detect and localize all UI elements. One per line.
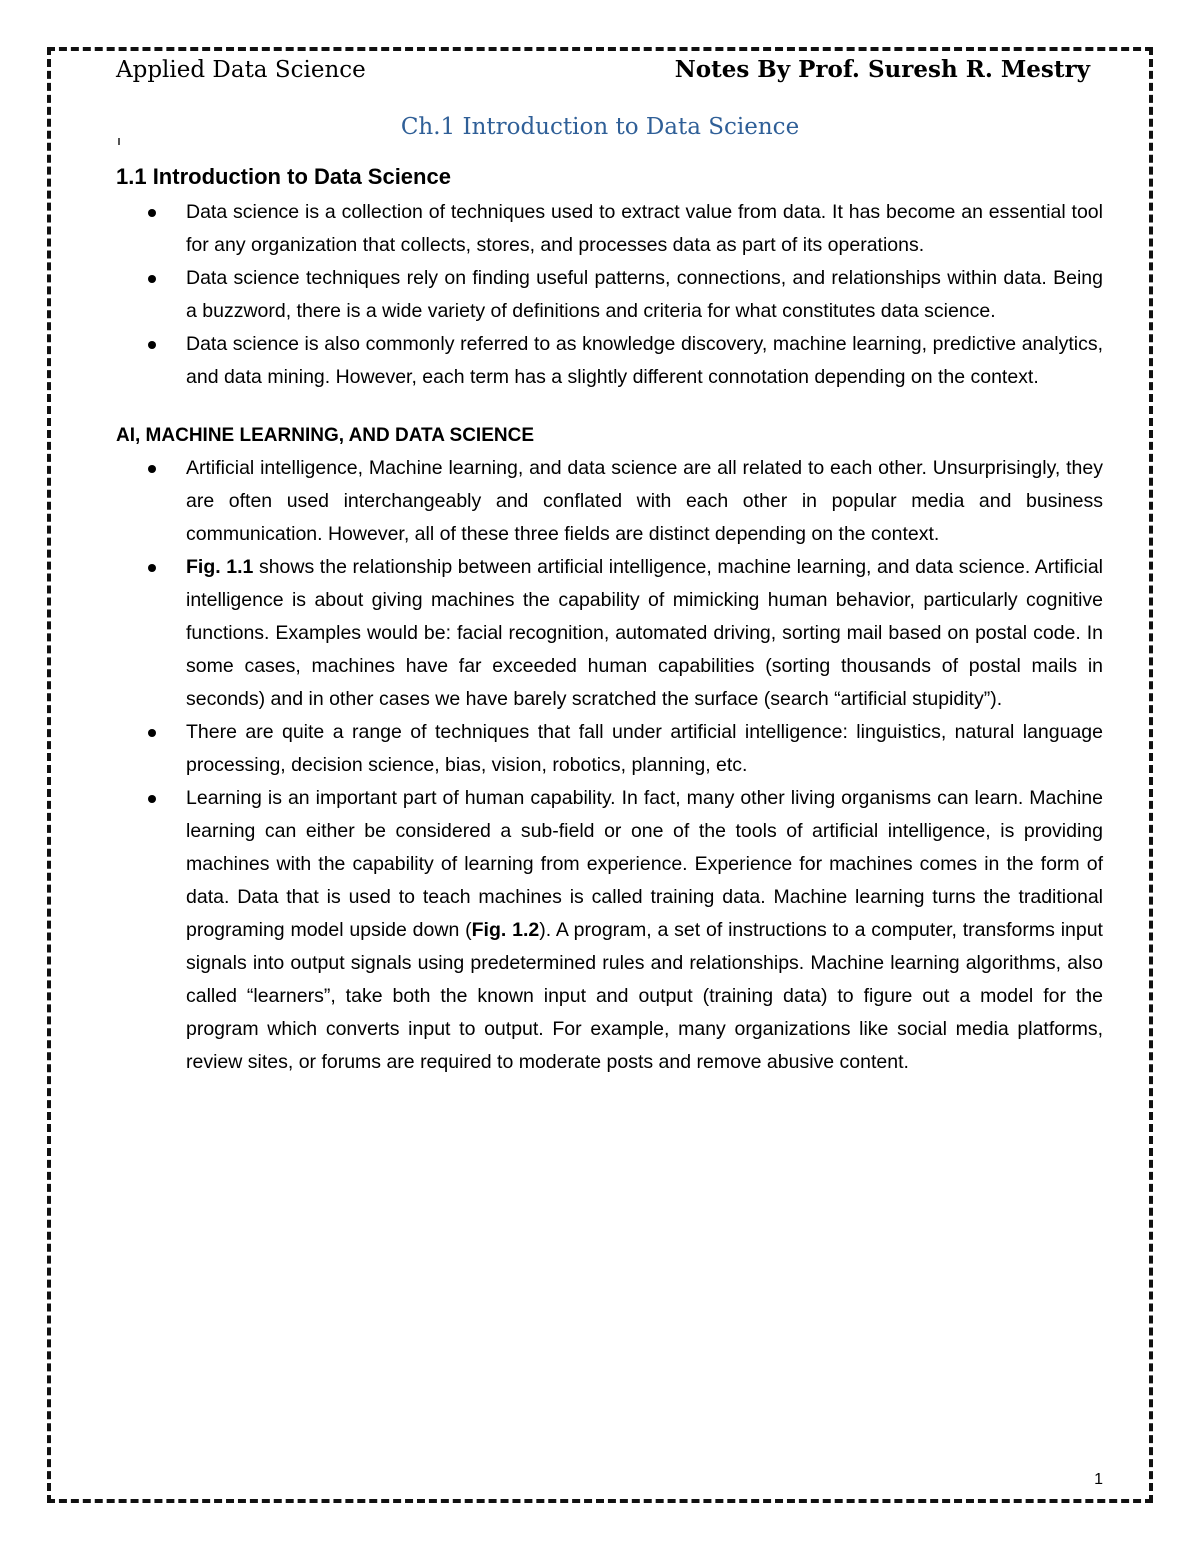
intro-bullet-list [116,196,1103,394]
bullet-icon [148,275,156,283]
ai-ml-bullet-list [116,452,1103,1079]
list-item: Data science is a collection of techniques used to extract value from data. It has become an essential tool for any organization that collects, stores, and processes data as part of its operations. [116,196,1103,262]
figure-reference: Fig. 1.1 [186,556,254,578]
chapter-title: Ch.1 Introduction to Data Science [400,114,800,140]
bullet-icon [148,209,156,217]
list-item: Artificial intelligence, Machine learning, and data science are all related to each other. Unsurprisingly, they are often used interchangeably and conflated with each other in popular media and business communication. However, all of these three fields are distinct depending on the context. [116,452,1103,551]
document-body [116,160,1103,1079]
section-heading-ai-ml-ds: AI, MACHINE LEARNING, AND DATA SCIENCE [116,425,534,446]
list-item: Data science techniques rely on finding useful patterns, connections, and relationships within data. Being a buzzword, there is a wide variety of definitions and criteria for what constitutes data science. [116,262,1103,328]
bullet-icon [148,564,156,572]
list-item: Fig. 1.1 shows the relationship between artificial intelligence, machine learning, and data science. Artificial intelligence is about giving machines the capability of mimicking human behavior, particularly cognitive functions. Examples would be: facial recognition, automated driving, sorting mail based on postal code. In some cases, machines have far exceeded human capabilities (sorting thousands of postal mails in seconds) and in other cases we have barely scratched the surface (search “artificial stupidity”). [116,551,1103,716]
course-title: Applied Data Science [116,57,366,83]
page-number: 1 [1094,1471,1103,1488]
bullet-icon [148,729,156,737]
bullet-icon [148,465,156,473]
list-item: There are quite a range of techniques that fall under artificial intelligence: linguistics, natural language processing, decision science, bias, vision, robotics, planning, etc. [116,716,1103,782]
stray-mark [118,138,120,145]
section-heading-intro: 1.1 Introduction to Data Science [116,164,451,189]
bullet-icon [148,341,156,349]
list-item: Learning is an important part of human capability. In fact, many other living organisms can learn. Machine learning can either be considered a sub-field or one of the tools of artificial intelligence, is providing machines with the capability of learning from experience. Experience for machines comes in the form of data. Data that is used to teach machines is called training data. Machine learning turns the traditional programing model upside down (Fig. 1.2). A program, a set of instructions to a computer, transforms input signals into output signals using predetermined rules and relationships. Machine learning algorithms, also called “learners”, take both the known input and output (training data) to figure out a model for the program which converts input to output. For example, many organizations like social media platforms, review sites, or forums are required to moderate posts and remove abusive content. [116,782,1103,1079]
figure-reference: Fig. 1.2 [471,919,540,941]
list-item: Data science is also commonly referred to as knowledge discovery, machine learning, predictive analytics, and data mining. However, each term has a slightly different connotation depending on the context. [116,328,1103,394]
bullet-icon [148,795,156,803]
page-header [116,56,1090,88]
author-credit: Notes By Prof. Suresh R. Mestry [674,56,1090,83]
